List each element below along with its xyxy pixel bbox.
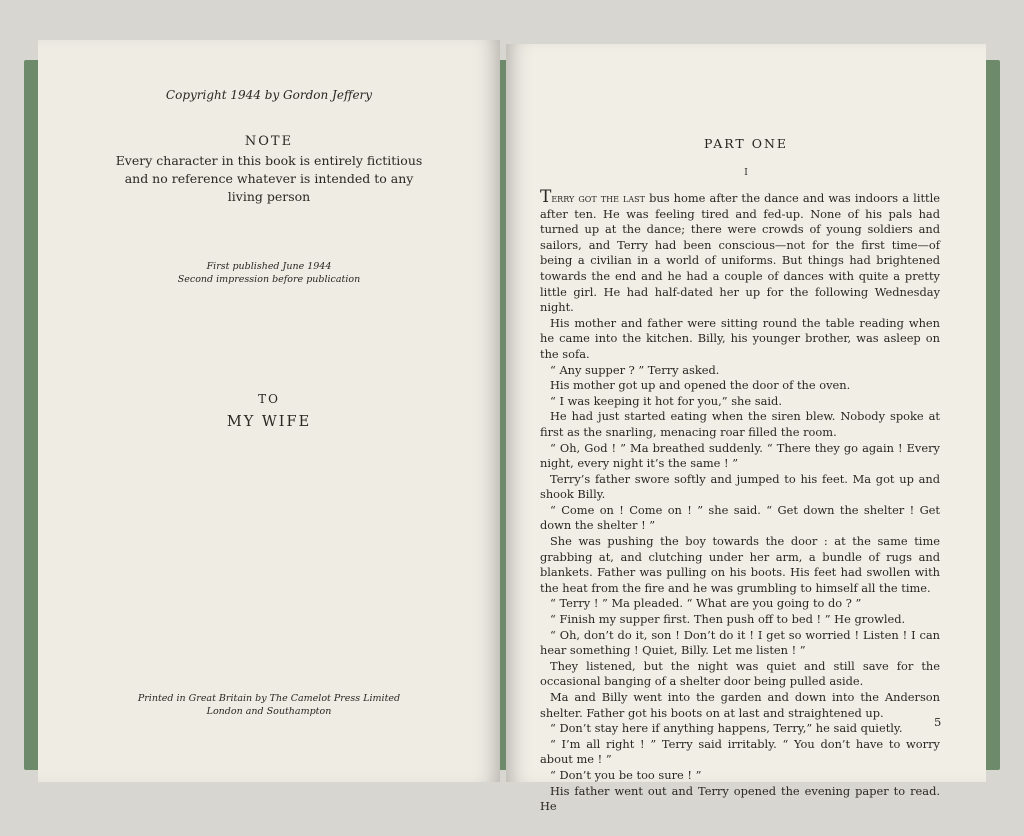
- drop-cap: T: [540, 187, 552, 207]
- paragraph: “ Any supper ? ” Terry asked.: [550, 362, 720, 377]
- copyright-line: Copyright 1944 by Gordon Jeffery: [165, 88, 373, 102]
- dedication-to: TO: [258, 392, 280, 406]
- paragraph: Terry’s father swore softly and jumped to his feet. Ma got up and shook Billy.: [540, 471, 940, 502]
- paragraph: They listened, but the night was quiet and still save for the occasional banging of a shelter door being pulled aside.: [540, 658, 940, 689]
- paragraph: Ma and Billy went into the garden and down into the Anderson shelter. Father got his boots on at last and straightened up.: [540, 690, 940, 720]
- printer-line-1: Printed in Great Britain by The Camelot Press Limited: [137, 693, 401, 704]
- body-text: [540, 187, 940, 815]
- dedication: MY WIFE: [226, 414, 312, 430]
- left-page: [38, 40, 500, 782]
- first-paragraph: [540, 187, 940, 316]
- printer-line-2: London and Southampton: [206, 706, 332, 717]
- page-number: 5: [934, 715, 942, 729]
- paragraph: “ Oh, don’t do it, son ! Don’t do it ! I get so worried ! Listen ! I can hear something ! Quiet, Billy. Let me listen ! ”: [540, 627, 940, 658]
- paragraph: His mother got up and opened the door of the oven.: [550, 378, 851, 393]
- note-heading: NOTE: [244, 134, 294, 149]
- first-published: First published June 1944: [206, 261, 332, 272]
- first-paragraph-text: bus home after the dance and was indoors a little after ten. He was feeling tired and fed-up. None of his pals had turned up at the dance; there were crowds of young soldiers and sailors, and Terry had been conscious—not for the first time—of being a civilian in a world of uniforms. But things had brightened towards the end and he had a couple of dances with quite a pretty little girl. He had half-dated her up for the following Wednesday night.: [540, 191, 940, 315]
- paragraph: She was pushing the boy towards the door : at the same time grabbing at, and clutching under her arm, a bundle of rugs and blankets. Father was pulling on his boots. His feet had swollen with the heat from the fire and he was grumbling to himself all the time.: [540, 534, 940, 595]
- small-caps-lead: erry got the last: [551, 191, 645, 205]
- second-impression: Second impression before publication: [177, 274, 361, 285]
- paragraph: “ Don’t stay here if anything happens, Terry,” he said quietly.: [550, 721, 903, 736]
- paragraph: “ Don’t you be too sure ! ”: [550, 767, 702, 782]
- paragraph: “ Come on ! Come on ! ” she said. “ Get down the shelter ! Get down the shelter ! ”: [540, 502, 940, 533]
- part-heading: PART ONE: [703, 136, 789, 151]
- paragraph: His father went out and Terry opened the evening paper to read. He: [540, 783, 940, 814]
- paragraph: “ I’m all right ! ” Terry said irritably. “ You don’t have to worry about me ! ”: [540, 736, 940, 767]
- paragraph: “ Finish my supper first. Then push off to bed ! ” He growled.: [550, 612, 906, 627]
- publication-info: [38, 260, 500, 286]
- paragraph: “ Oh, God ! ” Ma breathed suddenly. “ There they go again ! Every night, every night it’s the same ! ”: [540, 440, 940, 471]
- paragraph: “ Terry ! ” Ma pleaded. “ What are you going to do ? ”: [550, 596, 862, 611]
- right-page: [506, 44, 986, 814]
- paragraph: He had just started eating when the siren blew. Nobody spoke at first as the snarling, menacing roar filled the room.: [540, 409, 940, 439]
- printer-info: [38, 692, 500, 718]
- paragraph: His mother and father were sitting round the table reading when he came into the kitchen. Billy, his younger brother, was asleep on the sofa.: [540, 315, 940, 361]
- note-text: Every character in this book is entirely fictitious and no reference whatever is intended to any living person: [115, 153, 423, 204]
- paragraph: “ I was keeping it hot for you,” she said.: [550, 393, 782, 408]
- chapter-number: I: [744, 168, 748, 178]
